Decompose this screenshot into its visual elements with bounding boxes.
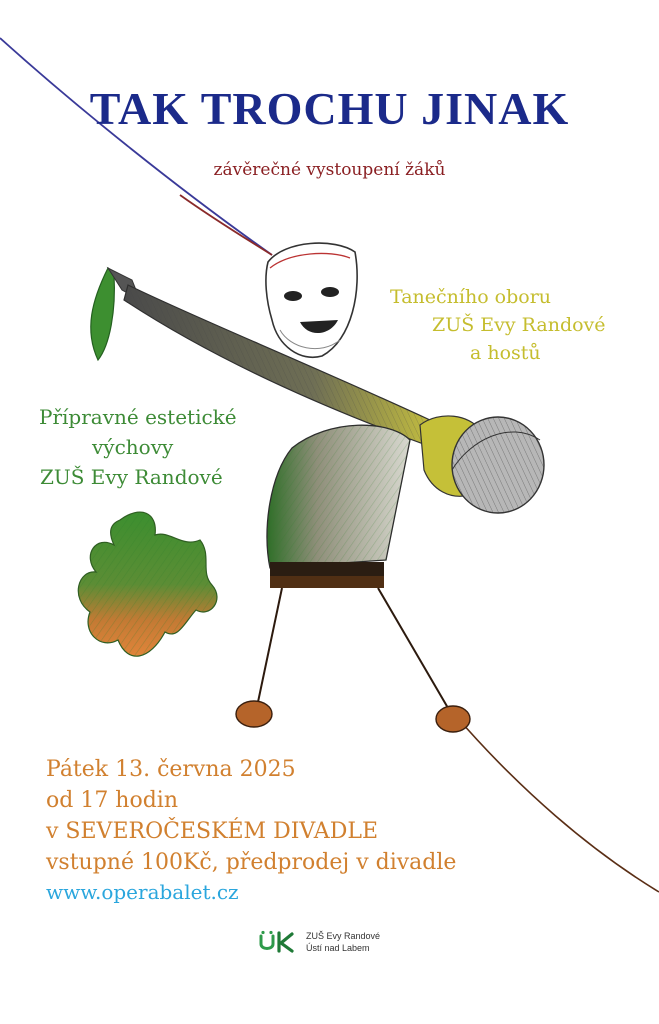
theatre-mask-icon <box>266 243 357 357</box>
poster-subtitle: závěrečné vystoupení žáků <box>213 160 446 180</box>
school-logo <box>258 930 380 954</box>
dance-dept-line-3: a hostů <box>470 342 541 364</box>
prep-edu-line-2: výchovy <box>92 435 174 459</box>
website-link[interactable]: www.operabalet.cz <box>46 880 239 904</box>
dance-dept-line-2: ZUŠ Evy Randové <box>432 314 606 336</box>
dance-dept-line-1: Tanečního oboru <box>390 286 552 308</box>
logo-line-2: Ústí nad Labem <box>306 943 370 953</box>
rope-right <box>455 715 659 892</box>
microphone-icon <box>420 416 544 513</box>
logo-line-1: ZUŠ Evy Randové <box>306 931 381 941</box>
event-time: od 17 hodin <box>46 788 179 813</box>
zus-logo-icon <box>258 930 298 954</box>
logo-text <box>306 930 380 954</box>
event-date: Pátek 13. června 2025 <box>46 757 296 782</box>
prep-edu-line-1: Přípravné estetické <box>39 405 237 429</box>
poster-title: TAK TROCHU JINAK <box>89 83 570 134</box>
string-line <box>0 38 272 255</box>
prep-edu-line-3: ZUŠ Evy Randové <box>40 465 223 489</box>
paint-splash-icon <box>78 512 217 656</box>
event-venue: v SEVEROČESKÉM DIVADLE <box>46 819 378 844</box>
event-admission: vstupné 100Kč, předprodej v divadle <box>46 850 457 875</box>
